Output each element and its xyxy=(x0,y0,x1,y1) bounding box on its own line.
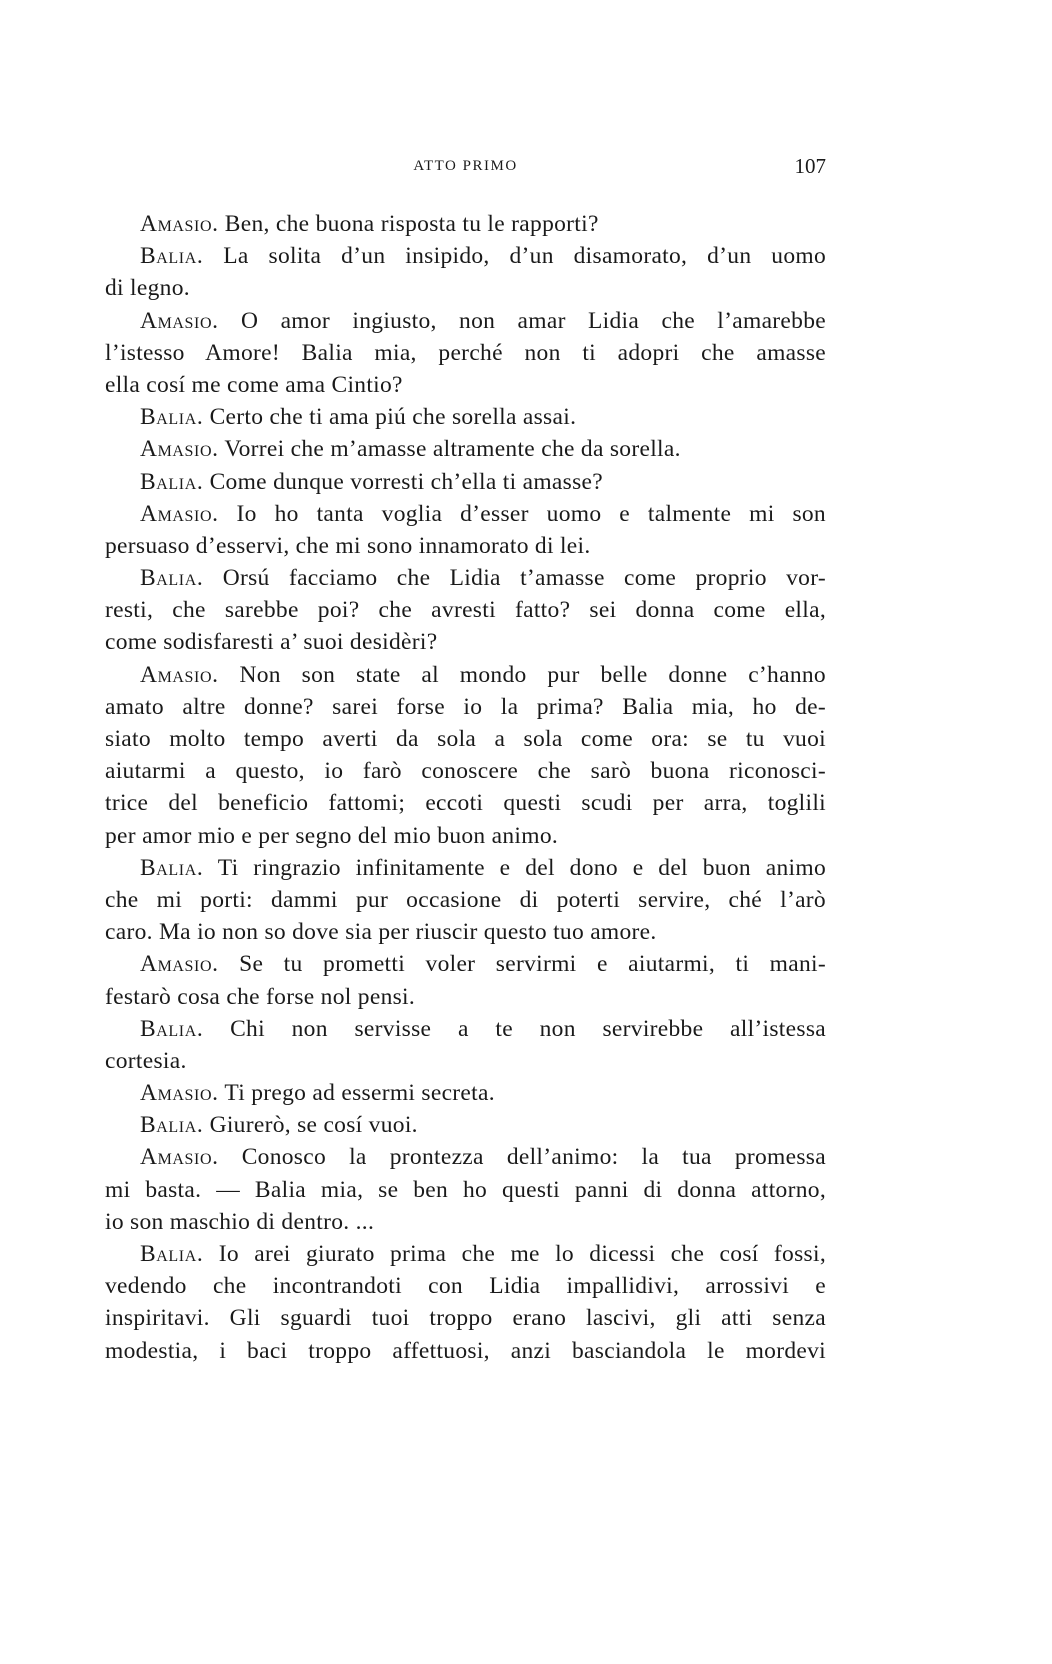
text-line xyxy=(105,820,826,852)
dialogue-paragraph xyxy=(105,466,826,498)
page-number: 107 xyxy=(794,154,826,178)
line-text: resti, che sarebbe poi? che avresti fatto? sei donna come ella, xyxy=(105,597,826,624)
text-line xyxy=(105,401,826,433)
dialogue-paragraph xyxy=(105,401,826,433)
dialogue-paragraph xyxy=(105,852,826,949)
line-text: io son maschio di dentro. ... xyxy=(105,1208,375,1235)
line-text: che mi porti: dammi pur occasione di poterti servire, ché l’arò xyxy=(105,886,826,913)
line-text: di legno. xyxy=(105,275,190,302)
line-text: vedendo che incontrandoti con Lidia impallidivi, arrossivi e xyxy=(105,1273,826,1300)
dialogue-paragraph xyxy=(105,1013,826,1077)
running-head xyxy=(105,152,826,182)
line-text: trice del beneficio fattomi; eccoti questi scudi per arra, toglili xyxy=(105,790,826,817)
speaker-name: Amasio. xyxy=(140,1144,219,1171)
text-line xyxy=(105,1302,826,1334)
line-text: Se tu prometti voler servirmi e aiutarmi, ti mani- xyxy=(239,951,826,978)
dialogue-text xyxy=(105,208,826,1367)
line-text: siato molto tempo averti da sola a sola come ora: se tu vuoi xyxy=(105,726,826,752)
line-text: Ti ringrazio infinitamente e del dono e del buon animo xyxy=(217,854,826,881)
dialogue-paragraph xyxy=(105,433,826,465)
line-text: per amor mio e per segno del mio buon animo. xyxy=(105,822,559,849)
dialogue-paragraph xyxy=(105,208,826,240)
running-title: ATTO PRIMO xyxy=(413,158,518,174)
text-line xyxy=(105,1335,826,1367)
line-text: Io ho tanta voglia d’esser uomo e talmente mi son xyxy=(236,500,826,527)
speaker-name: Amasio. xyxy=(140,951,219,978)
text-line xyxy=(105,1013,826,1045)
text-line xyxy=(105,1077,826,1109)
line-text: Orsú facciamo che Lidia t’amasse come proprio vor- xyxy=(222,565,826,592)
line-text: mi basta. — Balia mia, se ben ho questi panni di donna attorno, xyxy=(105,1176,826,1203)
line-text: amato altre donne? sarei forse io la prima? Balia mia, ho de- xyxy=(105,693,826,720)
text-line xyxy=(105,1109,826,1141)
text-line xyxy=(105,562,826,594)
line-text: Non son state al mondo pur belle donne c’hanno xyxy=(239,661,826,688)
line-text: La solita d’un insipido, d’un disamorato, d’un uomo xyxy=(223,243,826,270)
text-line xyxy=(105,1238,826,1270)
line-text: come sodisfaresti a’ suoi desidèri? xyxy=(105,629,438,656)
text-line xyxy=(105,626,826,658)
line-text: Giurerò, se cosí vuoi. xyxy=(209,1112,418,1139)
speaker-name: Balia. xyxy=(140,404,204,431)
speaker-name: Amasio. xyxy=(140,211,219,237)
speaker-name: Amasio. xyxy=(140,1080,219,1107)
line-text: O amor ingiusto, non amar Lidia che l’amarebbe xyxy=(240,307,826,334)
text-line xyxy=(105,433,826,465)
text-line xyxy=(105,884,826,916)
line-text: aiutarmi a questo, io farò conoscere che sarò buona riconosci- xyxy=(105,758,826,785)
line-text: festarò cosa che forse nol pensi. xyxy=(105,983,416,1010)
text-line xyxy=(105,852,826,884)
line-text: Ben, che buona risposta tu le rapporti? xyxy=(224,211,599,237)
line-text: Io arei giurato prima che me lo dicessi che cosí fossi, xyxy=(218,1241,826,1267)
speaker-name: Balia. xyxy=(140,243,204,270)
line-text: Vorrei che m’amasse altramente che da sorella. xyxy=(224,436,681,463)
dialogue-paragraph xyxy=(105,948,826,1012)
text-line xyxy=(105,1045,826,1077)
speaker-name: Balia. xyxy=(140,468,204,495)
speaker-name: Amasio. xyxy=(140,307,219,334)
speaker-name: Balia. xyxy=(140,1015,204,1042)
text-line xyxy=(105,1141,826,1173)
speaker-name: Balia. xyxy=(140,565,204,592)
text-line xyxy=(105,981,826,1013)
text-line xyxy=(105,755,826,787)
line-text: Conosco la prontezza dell’animo: la tua promessa xyxy=(241,1144,826,1171)
text-line xyxy=(105,1270,826,1302)
text-line xyxy=(105,272,826,304)
line-text: Certo che ti ama piú che sorella assai. xyxy=(209,404,577,431)
text-line xyxy=(105,1206,826,1238)
text-line xyxy=(105,948,826,980)
text-line xyxy=(105,787,826,819)
speaker-name: Amasio. xyxy=(140,661,219,688)
dialogue-paragraph xyxy=(105,659,826,852)
dialogue-paragraph xyxy=(105,240,826,304)
dialogue-paragraph xyxy=(105,305,826,402)
text-line xyxy=(105,594,826,626)
text-line xyxy=(105,369,826,401)
text-line xyxy=(105,659,826,691)
speaker-name: Balia. xyxy=(140,1241,204,1267)
dialogue-paragraph xyxy=(105,1109,826,1141)
line-text: cortesia. xyxy=(105,1047,187,1074)
text-line xyxy=(105,691,826,723)
speaker-name: Balia. xyxy=(140,854,204,881)
line-text: modestia, i baci troppo affettuosi, anzi basciandola le mordevi xyxy=(105,1337,826,1364)
text-line xyxy=(105,466,826,498)
dialogue-paragraph xyxy=(105,1077,826,1109)
dialogue-paragraph xyxy=(105,562,826,659)
text-line xyxy=(105,1174,826,1206)
text-line xyxy=(105,337,826,369)
line-text: l’istesso Amore! Balia mia, perché non ti adopri che amasse xyxy=(105,339,826,366)
line-text: caro. Ma io non so dove sia per riuscir questo tuo amore. xyxy=(105,919,657,946)
speaker-name: Amasio. xyxy=(140,500,219,527)
dialogue-paragraph xyxy=(105,498,826,562)
text-line xyxy=(105,723,826,755)
dialogue-paragraph xyxy=(105,1141,826,1238)
line-text: Come dunque vorresti ch’ella ti amasse? xyxy=(209,468,604,495)
dialogue-paragraph xyxy=(105,1238,826,1367)
text-line xyxy=(105,240,826,272)
text-line xyxy=(105,498,826,530)
line-text: Chi non servisse a te non servirebbe all’istessa xyxy=(230,1015,826,1042)
line-text: inspiritavi. Gli sguardi tuoi troppo erano lascivi, gli atti senza xyxy=(105,1305,826,1332)
text-line xyxy=(105,530,826,562)
speaker-name: Balia. xyxy=(140,1112,204,1139)
line-text: ella cosí me come ama Cintio? xyxy=(105,371,403,398)
text-line xyxy=(105,208,826,240)
text-line xyxy=(105,305,826,337)
line-text: Ti prego ad essermi secreta. xyxy=(224,1080,495,1107)
speaker-name: Amasio. xyxy=(140,436,219,463)
line-text: persuaso d’esservi, che mi sono innamorato di lei. xyxy=(105,532,591,559)
text-line xyxy=(105,916,826,948)
